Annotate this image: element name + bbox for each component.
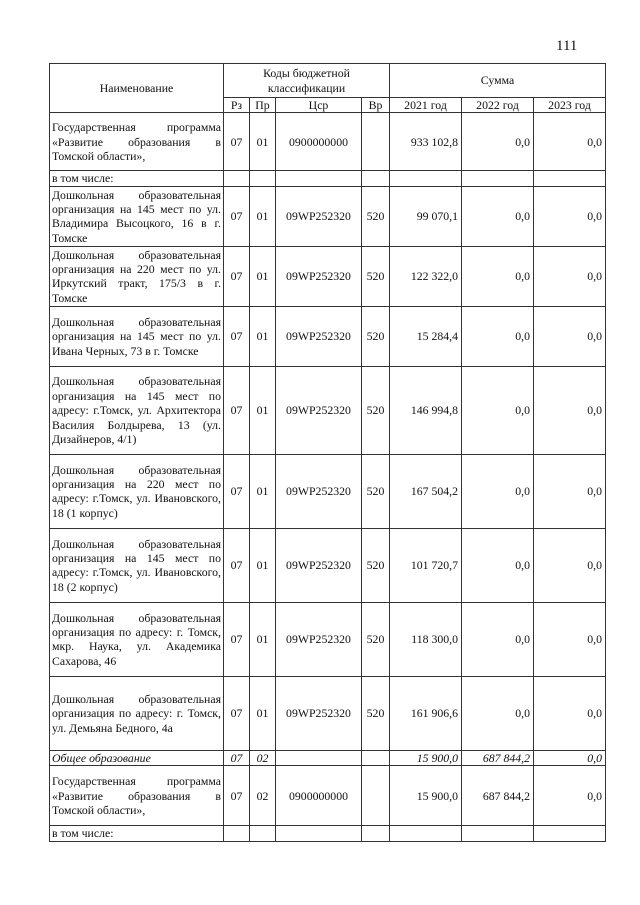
- table-row: [50, 306, 606, 366]
- row-pr: 02: [250, 750, 276, 765]
- row-csr: 09WP252320: [276, 306, 362, 366]
- row-csr: 09WP252320: [276, 454, 362, 528]
- header-name: Наименование: [50, 64, 224, 113]
- row-2021: 101 720,7: [390, 528, 462, 602]
- row-2021: 933 102,8: [390, 113, 462, 171]
- budget-table: [49, 63, 606, 842]
- row-2021: 99 070,1: [390, 186, 462, 246]
- table-row: [50, 246, 606, 306]
- header-sum: Сумма: [390, 64, 606, 98]
- row-name: Дошкольная образовательная организация на 145 мест по ул. Владимира Высоцкого, 16 в г. Томске: [50, 186, 224, 246]
- row-name: в том числе:: [50, 826, 224, 841]
- row-vr: [362, 766, 390, 826]
- row-rz: 07: [224, 766, 250, 826]
- header-csr: Цср: [276, 98, 362, 113]
- header-vr: Вр: [362, 98, 390, 113]
- row-2021: 15 284,4: [390, 306, 462, 366]
- row-pr: 01: [250, 602, 276, 676]
- row-csr: 09WP252320: [276, 186, 362, 246]
- row-vr: 520: [362, 246, 390, 306]
- row-rz: [224, 171, 250, 186]
- row-name: Государственная программа «Развитие образования в Томской области»,: [50, 113, 224, 171]
- row-vr: 520: [362, 454, 390, 528]
- row-rz: 07: [224, 246, 250, 306]
- row-2021: 15 900,0: [390, 750, 462, 765]
- row-2022: 0,0: [462, 306, 534, 366]
- row-2023: [534, 171, 606, 186]
- table-body: [50, 113, 606, 841]
- row-name: в том числе:: [50, 171, 224, 186]
- row-2023: [534, 826, 606, 841]
- row-name: Общее образование: [50, 750, 224, 765]
- row-2022: [462, 171, 534, 186]
- row-csr: 09WP252320: [276, 602, 362, 676]
- table-row: [50, 750, 606, 765]
- row-rz: 07: [224, 366, 250, 454]
- row-csr: 09WP252320: [276, 676, 362, 750]
- table-row: [50, 113, 606, 171]
- row-vr: 520: [362, 186, 390, 246]
- table-row: [50, 186, 606, 246]
- row-2023: 0,0: [534, 454, 606, 528]
- header-2023: 2023 год: [534, 98, 606, 113]
- row-name: Дошкольная образовательная организация на 145 мест по ул. Ивана Черных, 73 в г. Томске: [50, 306, 224, 366]
- row-vr: 520: [362, 602, 390, 676]
- row-2021: 167 504,2: [390, 454, 462, 528]
- row-vr: 520: [362, 306, 390, 366]
- table-row: [50, 366, 606, 454]
- row-rz: 07: [224, 528, 250, 602]
- row-2023: 0,0: [534, 750, 606, 765]
- row-rz: 07: [224, 306, 250, 366]
- table-row: [50, 826, 606, 841]
- row-pr: [250, 171, 276, 186]
- row-2021: 146 994,8: [390, 366, 462, 454]
- row-rz: 07: [224, 454, 250, 528]
- table-row: [50, 602, 606, 676]
- table-row: [50, 528, 606, 602]
- row-csr: 09WP252320: [276, 246, 362, 306]
- table-row: [50, 766, 606, 826]
- row-2023: 0,0: [534, 366, 606, 454]
- row-rz: 07: [224, 676, 250, 750]
- row-rz: [224, 826, 250, 841]
- row-2021: 161 906,6: [390, 676, 462, 750]
- row-2022: 0,0: [462, 602, 534, 676]
- row-2022: 0,0: [462, 454, 534, 528]
- row-csr: 0900000000: [276, 113, 362, 171]
- row-2022: 0,0: [462, 113, 534, 171]
- row-2021: 118 300,0: [390, 602, 462, 676]
- header-codes: Коды бюджетной классификации: [224, 64, 390, 98]
- row-2021: [390, 171, 462, 186]
- row-pr: 02: [250, 766, 276, 826]
- header-2022: 2022 год: [462, 98, 534, 113]
- row-rz: 07: [224, 186, 250, 246]
- row-2023: 0,0: [534, 766, 606, 826]
- row-2022: 0,0: [462, 676, 534, 750]
- row-pr: 01: [250, 454, 276, 528]
- row-pr: 01: [250, 186, 276, 246]
- row-vr: [362, 750, 390, 765]
- row-name: Дошкольная образовательная организация на 220 мест по адресу: г.Томск, ул. Ивановского, 18 (1 корпус): [50, 454, 224, 528]
- row-2022: 0,0: [462, 528, 534, 602]
- row-2023: 0,0: [534, 246, 606, 306]
- row-rz: 07: [224, 750, 250, 765]
- row-vr: 520: [362, 366, 390, 454]
- header-pr: Пр: [250, 98, 276, 113]
- header-2021: 2021 год: [390, 98, 462, 113]
- row-pr: 01: [250, 676, 276, 750]
- row-pr: [250, 826, 276, 841]
- row-2023: 0,0: [534, 113, 606, 171]
- row-vr: [362, 826, 390, 841]
- row-2021: 15 900,0: [390, 766, 462, 826]
- row-name: Дошкольная образовательная организация на 220 мест по ул. Иркутский тракт, 175/3 в г. Томске: [50, 246, 224, 306]
- row-pr: 01: [250, 306, 276, 366]
- row-pr: 01: [250, 366, 276, 454]
- row-name: Дошкольная образовательная организация по адресу: г. Томск, мкр. Наука, ул. Академика Сахарова, 46: [50, 602, 224, 676]
- row-csr: [276, 826, 362, 841]
- row-pr: 01: [250, 246, 276, 306]
- row-csr: [276, 750, 362, 765]
- row-name: Государственная программа «Развитие образования в Томской области»,: [50, 766, 224, 826]
- row-csr: [276, 171, 362, 186]
- table-row: [50, 454, 606, 528]
- row-rz: 07: [224, 602, 250, 676]
- row-pr: 01: [250, 113, 276, 171]
- row-name: Дошкольная образовательная организация на 145 мест по адресу: г.Томск, ул. Архитектора Василия Болдырева, 13 (ул. Дизайнеров, 4/1): [50, 366, 224, 454]
- row-vr: 520: [362, 528, 390, 602]
- row-pr: 01: [250, 528, 276, 602]
- row-2023: 0,0: [534, 306, 606, 366]
- row-csr: 0900000000: [276, 766, 362, 826]
- row-name: Дошкольная образовательная организация на 145 мест по адресу: г.Томск, ул. Ивановского, 18 (2 корпус): [50, 528, 224, 602]
- row-2022: 687 844,2: [462, 766, 534, 826]
- table-row: [50, 676, 606, 750]
- row-csr: 09WP252320: [276, 528, 362, 602]
- header-rz: Рз: [224, 98, 250, 113]
- row-csr: 09WP252320: [276, 366, 362, 454]
- row-2022: 0,0: [462, 186, 534, 246]
- row-vr: [362, 171, 390, 186]
- table-row: [50, 171, 606, 186]
- row-2022: 0,0: [462, 366, 534, 454]
- row-2022: 0,0: [462, 246, 534, 306]
- row-2023: 0,0: [534, 602, 606, 676]
- row-name: Дошкольная образовательная организация по адресу: г. Томск, ул. Демьяна Бедного, 4а: [50, 676, 224, 750]
- row-2021: 122 322,0: [390, 246, 462, 306]
- row-2023: 0,0: [534, 528, 606, 602]
- row-2022: [462, 826, 534, 841]
- row-vr: 520: [362, 676, 390, 750]
- row-rz: 07: [224, 113, 250, 171]
- page-number: 111: [556, 38, 578, 54]
- row-2021: [390, 826, 462, 841]
- row-2022: 687 844,2: [462, 750, 534, 765]
- row-2023: 0,0: [534, 186, 606, 246]
- row-vr: [362, 113, 390, 171]
- row-2023: 0,0: [534, 676, 606, 750]
